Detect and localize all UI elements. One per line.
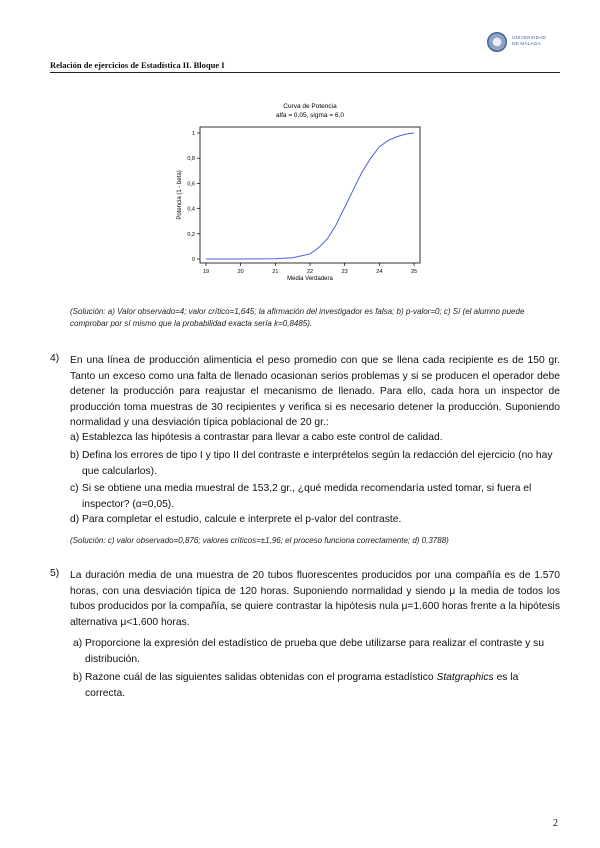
chart-title: Curva de Potencia [283, 103, 337, 110]
x-tick-label: 23 [341, 269, 348, 275]
y-tick-label: 1 [191, 131, 195, 137]
x-tick-label: 21 [272, 269, 279, 275]
x-axis-label: Media Verdadera [287, 276, 333, 282]
x-tick-label: 25 [410, 269, 418, 275]
power-curve-line [206, 133, 414, 259]
exercise-4-item-c: c) Si se obtiene una media muestral de 153,2 gr., ¿qué medida recomendaría usted tomar, si fuera el inspector? (α=0,05). [70, 483, 532, 510]
exercise-5-item-b: b) Razone cuál de las siguientes salidas obtenidas con el programa estadístico Statgraphics es la correcta. [73, 672, 519, 699]
exercise-4-item-a: a) Establezca las hipótesis a contrastar para llevar a cabo este control de calidad. [70, 432, 443, 443]
x-tick-label: 24 [376, 269, 383, 275]
chart-subtitle: alfa = 0,05, sigma = 6,0 [276, 112, 344, 119]
solution-exercise-3: (Solución: a) Valor observado=4; valor crítico=1,645; la afirmación del investigador es falsa; b) p-valor=0; c) Sí (el alumno puede comprobar por sí mismo que la probabilidad exacta sería k=0,8485). [70, 307, 525, 328]
logo-text: UNIVERSIDAD DE MÁLAGA [512, 35, 547, 46]
plot-frame [200, 127, 420, 263]
page-number: 2 [553, 818, 558, 829]
exercise-4-statement: En una línea de producción alimenticia el peso promedio con que se llena cada recipiente es de 150 gr. Tanto un exceso como una falta de llenado ocasionan serios problemas y si se producen el operador debe detener la producción para reajustar el mecanismo de llenado. Para ello, cada hora un inspector de producción toma muestras de 30 recipientes y verifica si es necesario detener la producción. Suponiendo normalidad y una desviación típica poblacional de 20 gr.: [70, 355, 560, 428]
y-tick-label: 0,2 [187, 231, 195, 238]
x-axis [203, 263, 417, 275]
exercise-4-item-d: d) Para completar el estudio, calcule e interprete el p-valor del contraste. [70, 514, 402, 525]
exercise-5-item-a: a) Proporcione la expresión del estadístico de prueba que debe utilizarse para realizar el contraste y su distribución. [73, 638, 545, 665]
exercise-5-number: 5) [50, 568, 60, 579]
exercise-4-item-b: b) Defina los errores de tipo I y tipo II del contraste e interprételos según la redacción del ejercicio (no hay que calcularlos). [70, 450, 553, 477]
x-tick-label: 20 [237, 269, 244, 275]
y-tick-label: 0,8 [187, 156, 195, 163]
y-axis [187, 131, 200, 263]
x-tick-label: 19 [202, 269, 210, 275]
y-axis-label: Potencia (1 - beta) [177, 170, 183, 220]
logo-emblem-icon [487, 32, 507, 52]
university-logo [487, 30, 547, 54]
y-tick-label: 0 [191, 257, 195, 263]
y-tick-label: 0,4 [187, 206, 195, 213]
solution-exercise-4: (Solución: c) valor observado=0,876; valores críticos=±1,96; el proceso funciona correctamente; d) 0,3788) [70, 536, 449, 545]
exercise-4-number: 4) [50, 353, 60, 364]
y-tick-label: 0,6 [187, 181, 195, 188]
power-curve-chart [160, 100, 430, 285]
page-header: Relación de ejercicios de Estadística II. Bloque I [50, 60, 560, 73]
x-tick-label: 22 [306, 269, 314, 275]
exercise-5-statement: La duración media de una muestra de 20 tubos fluorescentes producidos por una compañía es de 1.570 horas, con una desviación típica de 120 horas. Suponiendo normalidad y siendo μ la media de todos los tubos producidos por la compañía, se quiere contrastar la hipótesis nula μ=1.600 horas frente a la hipótesis alternativa μ<1.600 horas. [70, 570, 560, 628]
